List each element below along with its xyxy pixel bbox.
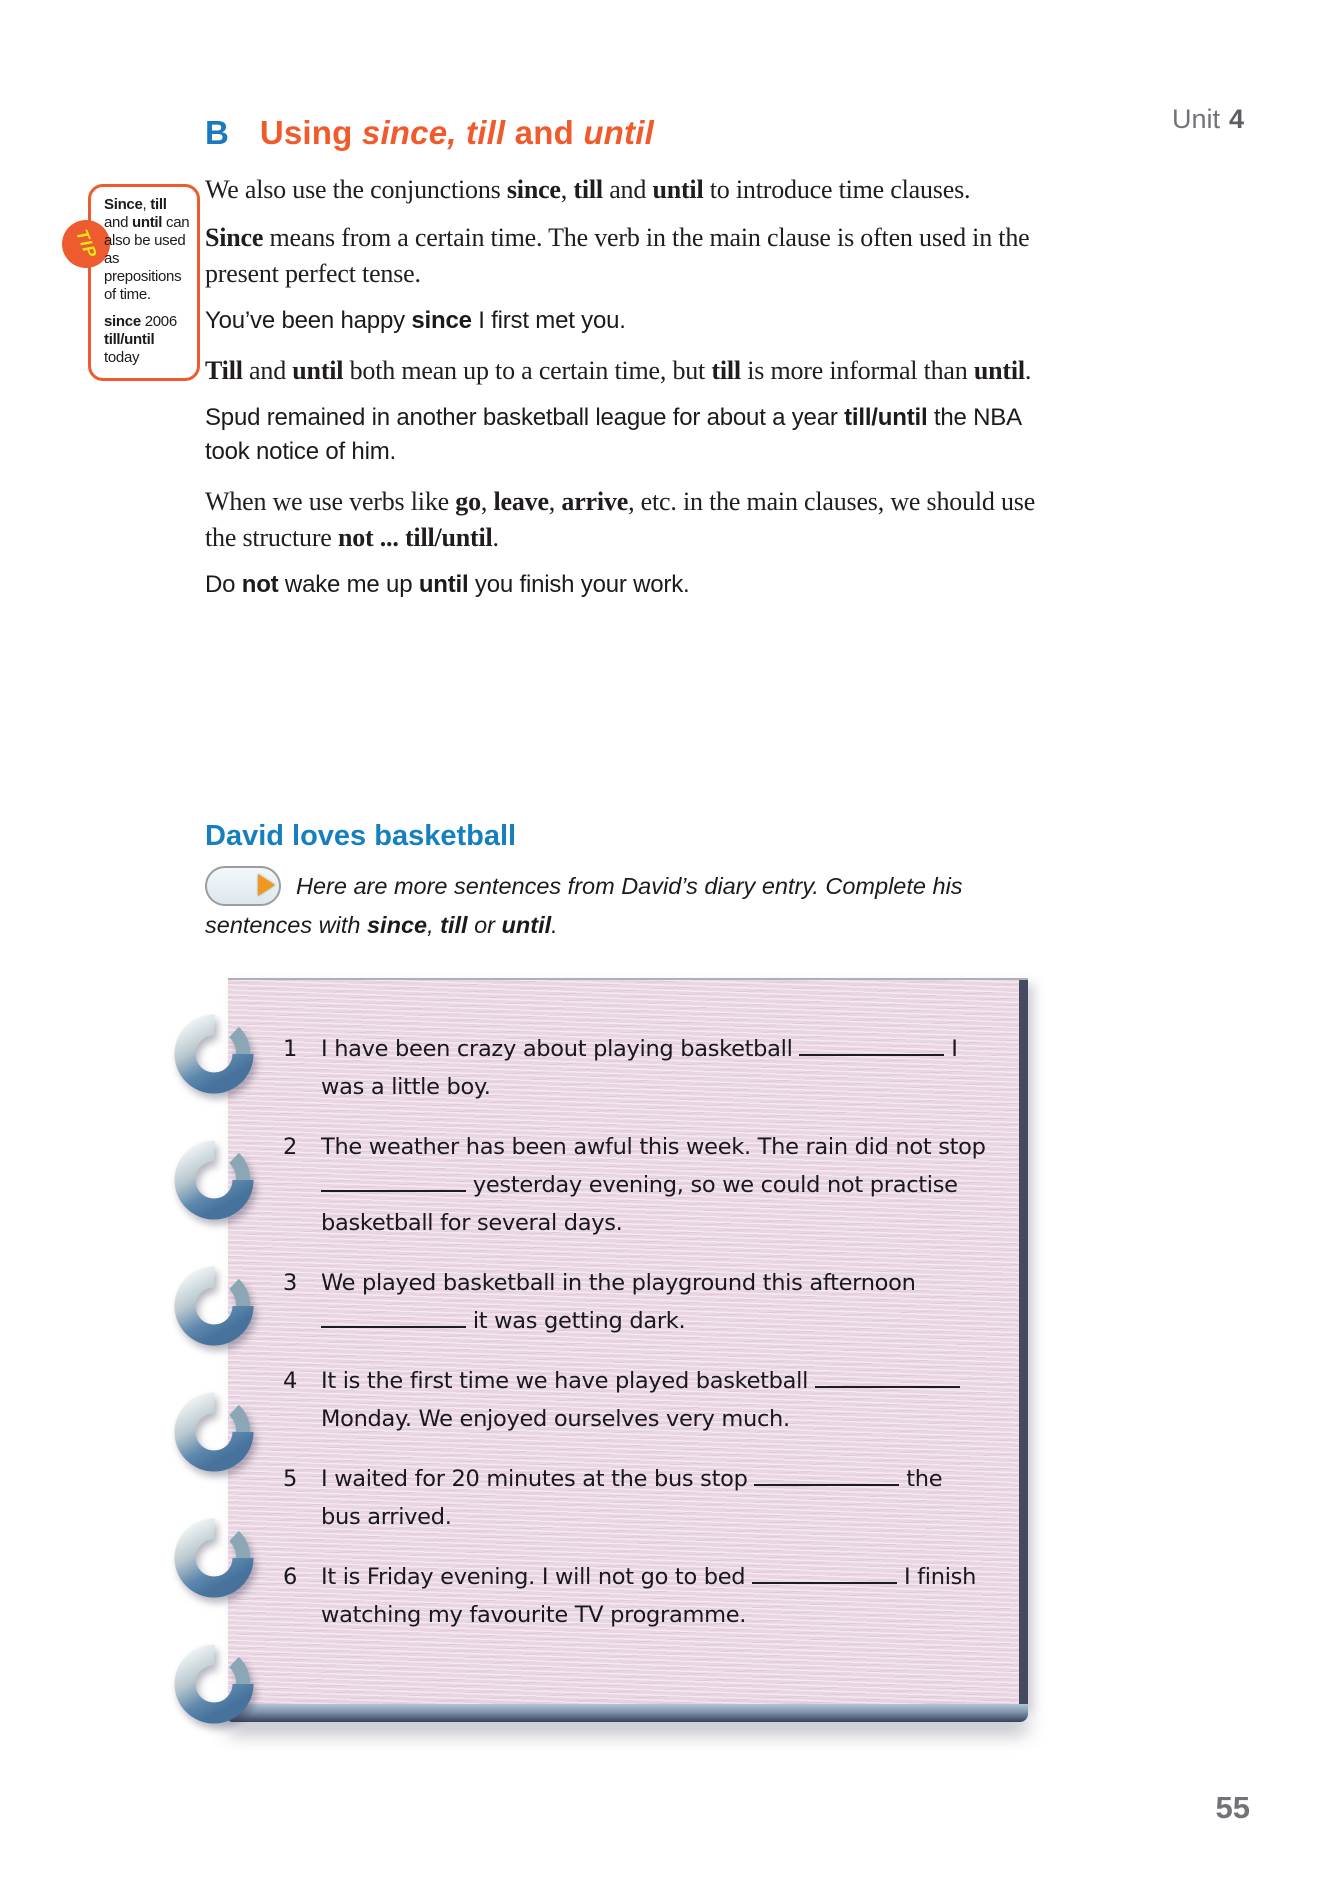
notebook-paper [228, 978, 1028, 1706]
text-segment: until [973, 356, 1025, 385]
text-segment: and [242, 356, 293, 385]
text-segment: till [440, 912, 468, 938]
item-number: 5 [283, 1466, 298, 1492]
item-number: 6 [283, 1564, 298, 1590]
text-segment: . [492, 523, 499, 552]
text-segment: You’ve been happy [205, 307, 412, 334]
section-heading [205, 114, 654, 152]
text-segment: not ... till/until [337, 523, 493, 552]
exercise-notebook [170, 978, 1028, 1722]
text-segment: , [480, 487, 494, 516]
answer-blank[interactable] [799, 1032, 944, 1057]
text-segment: yesterday evening, so we could not practise basketball for several days. [321, 1172, 958, 1236]
page-number: 55 [1215, 1790, 1250, 1825]
exercise-item-6 [283, 1558, 986, 1634]
spiral-binder-ring-icon [170, 1510, 266, 1606]
unit-label: Unit [1171, 104, 1220, 134]
audio-play-icon[interactable] [205, 866, 281, 906]
play-triangle-icon [258, 874, 275, 896]
answer-blank[interactable] [321, 1304, 466, 1329]
text-segment: and [602, 175, 653, 204]
unit-header [1172, 104, 1244, 135]
text-segment: can also be used as prepositions of time. [104, 214, 190, 303]
item-number: 3 [283, 1270, 298, 1296]
text-segment: I was a little boy. [321, 1036, 958, 1100]
text-segment: . [551, 912, 558, 938]
text-segment: . [1024, 356, 1032, 385]
tip-examples [104, 313, 191, 367]
text-segment: Since [104, 196, 143, 213]
tip-box [72, 184, 200, 381]
text-segment: I first met you. [471, 307, 626, 334]
section-letter: B [205, 114, 229, 151]
text-segment: means from a certain time. The verb in the main clause is often used in the present perfect tense. [205, 223, 1030, 288]
example-sentence [205, 401, 1057, 469]
instruction-text [205, 873, 963, 938]
text-segment: till [150, 196, 167, 213]
tip-badge-icon [62, 220, 110, 268]
text-segment: till/until [844, 404, 928, 431]
tip-body [104, 196, 191, 304]
text-segment: leave [493, 487, 549, 516]
item-number: 1 [283, 1036, 298, 1062]
text-segment: since [104, 313, 141, 330]
text-segment: , [427, 912, 441, 938]
spiral-binder-ring-icon [170, 1258, 266, 1354]
text-segment: since [411, 307, 472, 334]
text-segment: Do [205, 571, 242, 598]
grammar-explanation [205, 172, 1057, 617]
rule-paragraph [205, 353, 1057, 389]
item-sentence [321, 1460, 986, 1536]
text-segment: you finish your work. [468, 571, 690, 598]
text-segment: or [467, 912, 502, 938]
text-segment: I waited for 20 minutes at the bus stop [321, 1466, 755, 1492]
text-segment: it was getting dark. [466, 1308, 686, 1334]
text-segment: , [548, 487, 562, 516]
text-segment: Monday. We enjoyed ourselves very much. [321, 1406, 790, 1432]
item-number: 4 [283, 1368, 298, 1394]
text-segment: I have been crazy about playing basketball [321, 1036, 800, 1062]
answer-blank[interactable] [321, 1168, 466, 1193]
text-segment: It is Friday evening. I will not go to bed [321, 1564, 753, 1590]
exercise-instruction [205, 866, 1050, 945]
item-sentence [321, 1264, 986, 1340]
item-number: 2 [283, 1134, 298, 1160]
rule-paragraph [205, 172, 1057, 208]
answer-blank[interactable] [815, 1364, 960, 1389]
spiral-binder-ring-icon [170, 1636, 266, 1732]
spiral-binder-ring-icon [170, 1384, 266, 1480]
item-sentence [321, 1030, 986, 1106]
spiral-binder-ring-icon [170, 1132, 266, 1228]
text-segment: until [583, 114, 654, 151]
tip-example-line [104, 331, 191, 367]
section-title [260, 114, 654, 152]
text-segment: until [652, 175, 704, 204]
text-segment: Spud remained in another basketball league for about a year [205, 404, 845, 431]
text-segment: Here are more sentences from David’s diary entry. Complete his sentences with [205, 873, 963, 938]
text-segment: today [104, 349, 140, 366]
text-segment: until [418, 571, 469, 598]
exercise-item-5 [283, 1460, 986, 1536]
text-segment: the bus arrived. [321, 1466, 943, 1530]
exercise-heading: David loves basketball [205, 820, 517, 852]
text-segment: not [241, 571, 279, 598]
text-segment: , [142, 196, 151, 213]
text-segment: We also use the conjunctions [205, 175, 507, 204]
exercise-item-3 [283, 1264, 986, 1340]
example-sentence [205, 568, 1057, 602]
text-segment: and [505, 114, 584, 151]
text-segment: , [560, 175, 574, 204]
text-segment: We played basketball in the playground this afternoon [321, 1270, 916, 1296]
text-segment: till [711, 356, 741, 385]
answer-blank[interactable] [754, 1462, 899, 1487]
example-sentence [205, 304, 1057, 338]
text-segment: Since [205, 223, 264, 252]
spiral-binder-ring-icon [170, 1006, 266, 1102]
text-segment: the NBA took notice of him. [205, 404, 1021, 465]
text-segment: since [506, 175, 561, 204]
text-segment: It is the first time we have played basketball [321, 1368, 815, 1394]
text-segment: I finish watching my favourite TV programme. [321, 1564, 977, 1628]
text-segment: since [366, 912, 428, 938]
text-segment: wake me up [278, 571, 419, 598]
text-segment: The weather has been awful this week. The rain did not stop [321, 1134, 986, 1160]
text-segment: 2006 [140, 313, 177, 330]
text-segment: arrive [561, 487, 629, 516]
tip-badge-label: TIP [72, 226, 101, 261]
text-segment: When we use verbs like [205, 487, 456, 516]
tip-example-line [104, 313, 191, 331]
unit-number: 4 [1228, 104, 1244, 134]
notebook-items [283, 1030, 986, 1634]
text-segment: since, till [361, 114, 506, 151]
text-segment: Till [205, 356, 243, 385]
text-segment: Using [259, 114, 362, 151]
text-segment: till/until [104, 331, 155, 348]
item-sentence [321, 1558, 986, 1634]
item-sentence [321, 1128, 986, 1242]
text-segment: is more informal than [740, 356, 974, 385]
text-segment: until [501, 912, 552, 938]
notebook-bottom-edge [228, 1704, 1028, 1722]
text-segment: and [104, 214, 132, 231]
text-segment: both mean up to a certain time, but [343, 356, 712, 385]
rule-paragraph [205, 220, 1057, 292]
text-segment: to introduce time clauses. [703, 175, 971, 204]
item-sentence [321, 1362, 986, 1438]
exercise-item-4 [283, 1362, 986, 1438]
text-segment: , etc. in the main clauses, we should use the structure [205, 487, 1036, 552]
text-segment: till [573, 175, 603, 204]
rule-paragraph [205, 484, 1057, 556]
text-segment: until [292, 356, 344, 385]
exercise-item-2 [283, 1128, 986, 1242]
answer-blank[interactable] [752, 1560, 897, 1585]
text-segment: go [455, 487, 481, 516]
exercise-item-1 [283, 1030, 986, 1106]
text-segment: until [132, 214, 163, 231]
